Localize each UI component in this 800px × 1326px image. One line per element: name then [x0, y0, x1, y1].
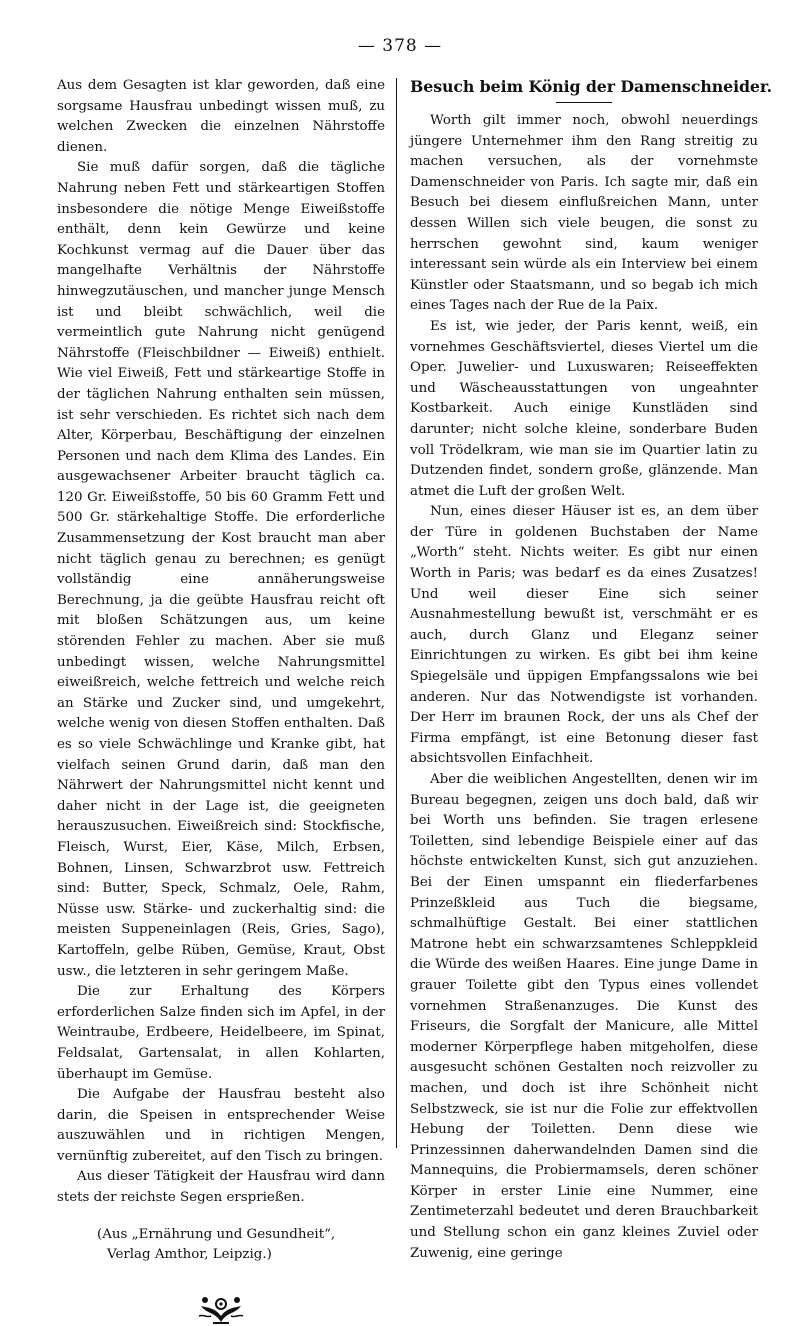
paragraph: Nun, eines dieser Häuser ist es, an dem über der Türe in goldenen Buchstaben der Name „Worth“ steht. Nichts weiter. Es gibt nur einen Worth in Paris; was bedarf es da eines Zusatzes! Und weil dieser Eine sich seiner Ausnahmestellung bewußt ist, verschmäht er es auch, durch Glanz und Eleganz seiner Einrichtungen zu wirken. Es gibt bei ihm keine Spiegelsäle und üppigen Empfangssalons wie bei anderen. Nur das Notwendigste ist vorhanden. Der Herr im braunen Rock, der uns als Chef der Firma empfängt, ist eine Betonung dieser fast absichtsvollen Einfachheit. [410, 504, 758, 767]
paragraph: Worth gilt immer noch, obwohl neuerdings jüngere Unternehmer ihm den Rang streitig zu machen versuchen, als der vornehmste Damenschneider von Paris. Ich sagte mir, daß ein Besuch bei diesem einflußreichen Mann, unter dessen Willen sich viele beugen, die sonst zu herrschen gewohnt sind, kaum weniger interessant sein würde als ein Interview bei einem Künstler oder Staatsmann, und so begab ich mich eines Tages nach der Rue de la Paix. [410, 113, 758, 314]
column-divider [396, 78, 397, 1148]
paragraph: Aus dem Gesagten ist klar geworden, daß eine sorgsame Hausfrau unbedingt wissen muß, zu welchen Zwecken die einzelnen Nährstoffe dienen. [57, 78, 385, 155]
paragraph: Aus dieser Tätigkeit der Hausfrau wird dann stets der reichste Segen ersprießen. [57, 1169, 385, 1206]
title-divider [556, 102, 612, 103]
source-citation [57, 1225, 385, 1266]
page-number: — 378 — [357, 36, 443, 56]
source-line: Verlag Amthor, Leipzig.) [107, 1247, 272, 1263]
right-column [410, 76, 773, 1264]
floral-ornament-icon [191, 1292, 251, 1326]
paragraph: Die zur Erhaltung des Körpers erforderlichen Salze finden sich im Apfel, in der Weintraube, Erdbeere, Heidelbeere, im Spinat, Feldsalat, Gartensalat, in allen Kohlarten, überhaupt im Gemüse. [57, 984, 385, 1082]
paragraph: Die Aufgabe der Hausfrau besteht also darin, die Speisen in entsprechender Weise auszuwählen und in richtigen Mengen, vernünftig zubereitet, auf den Tisch zu bringen. [57, 1087, 385, 1164]
paragraph: Sie muß dafür sorgen, daß die tägliche Nahrung neben Fett und stärkeartigen Stoffen insbesondere die nötige Menge Eiweißstoffe enthält, denn kein Gewürze und keine Kochkunst vermag auf die Dauer über das mangelhafte Verhältnis der Nährstoffe hinwegzutäuschen, und mancher junge Mensch ist und bleibt schwächlich, weil die vermeintlich gute Nahrung nicht genügend Nährstoffe (Fleischbildner — Eiweiß) enthielt. Wie viel Eiweiß, Fett und stärkeartige Stoffe in der täglichen Nahrung enthalten sein müssen, ist sehr verschieden. Es richtet sich nach dem Alter, Körperbau, Beschäftigung der einzelnen Personen und nach dem Klima des Landes. Ein ausgewachsener Arbeiter braucht täglich ca. 120 Gr. Eiweißstoffe, 50 bis 60 Gramm Fett und 500 Gr. stärkehaltige Stoffe. Die erforderliche Zusammensetzung der Kost braucht man aber nicht täglich genau zu berechnen; es genügt vollständig eine annäherungsweise Berechnung, ja die geübte Hausfrau reicht oft mit bloßen Schätzungen aus, um keine störenden Fehler zu machen. Aber sie muß unbedingt wissen, welche Nahrungsmittel eiweißreich, welche fettreich und welche reich an Stärke und Zucker sind, und umgekehrt, welche wenig von diesen Stoffen enthalten. Daß es so viele Schwächlinge und Kranke gibt, hat vielfach seinen Grund darin, daß man den Nährwert der Nahrungsmittel nicht kennt und daher nicht in der Lage ist, die geeigneten herauszusuchen. Eiweißreich sind: Stockfische, Fleisch, Wurst, Eier, Käse, Milch, Erbsen, Bohnen, Linsen, Schwarzbrot usw. Fettreich sind: Butter, Speck, Schmalz, Oele, Rahm, Nüsse usw. Stärke- und zuckerhaltig sind: die meisten Suppeneinlagen (Reis, Gries, Sago), Kartoffeln, gelbe Rüben, Gemüse, Kraut, Obst usw., die letzteren in sehr geringem Maße. [57, 160, 385, 979]
left-column [57, 76, 385, 1326]
paragraph: Aber die weiblichen Angestellten, denen wir im Bureau begegnen, zeigen uns doch bald, daß wir bei Worth uns befinden. Sie tragen erlesene Toiletten, sind lebendige Beispiele einer auf das höchste entwickelten Kunst, sich gut anzuziehen. Bei der Einen umspannt ein fliederfarbenes Prinzeßkleid aus Tuch die biegsame, schmalhüftige Gestalt. Bei einer stattlichen Matrone hebt ein schwarzsamtenes Schleppkleid die Würde des weißen Haares. Eine junge Dame in grauer Toilette gibt den Typus eines vollendet vornehmen Straßenanzuges. Die Kunst des Friseurs, die Sorgfalt der Manicure, alle Mittel moderner Körperpflege haben mitgeholfen, diese ausgesucht schönen Gestalten noch reizvoller zu machen, und doch ist ihre Schönheit nicht Selbstzweck, sie ist nur die Folie zur effektvollen Hebung der Toiletten. Denn diese wie Prinzessinnen daherwandelnden Damen sind die Mannequins, die Probiermamsels, deren schöner Körper in erster Linie eine Nummer, eine Zentimeterzahl bedeutet und deren Brauchbarkeit und Stellung schon ein ganz kleines Zuviel oder Zuwenig, eine geringe [410, 772, 758, 1261]
paragraph: Es ist, wie jeder, der Paris kennt, weiß, ein vornehmes Geschäftsviertel, dieses Viertel um die Oper. Juwelier- und Luxuswaren; Reiseeffekten und Wäscheausstattungen von ungeahnter Kostbarkeit. Auch einige Kunstläden sind darunter; nicht solche kleine, sonderbare Buden voll Trödelkram, wie man sie im Quartier latin zu Dutzenden findet, sondern große, glänzende. Man atmet die Luft der großen Welt. [410, 318, 758, 499]
article-title: Besuch beim König der Damenschneider. [410, 77, 773, 96]
source-line: (Aus „Ernährung und Gesundheit“, [97, 1226, 336, 1242]
